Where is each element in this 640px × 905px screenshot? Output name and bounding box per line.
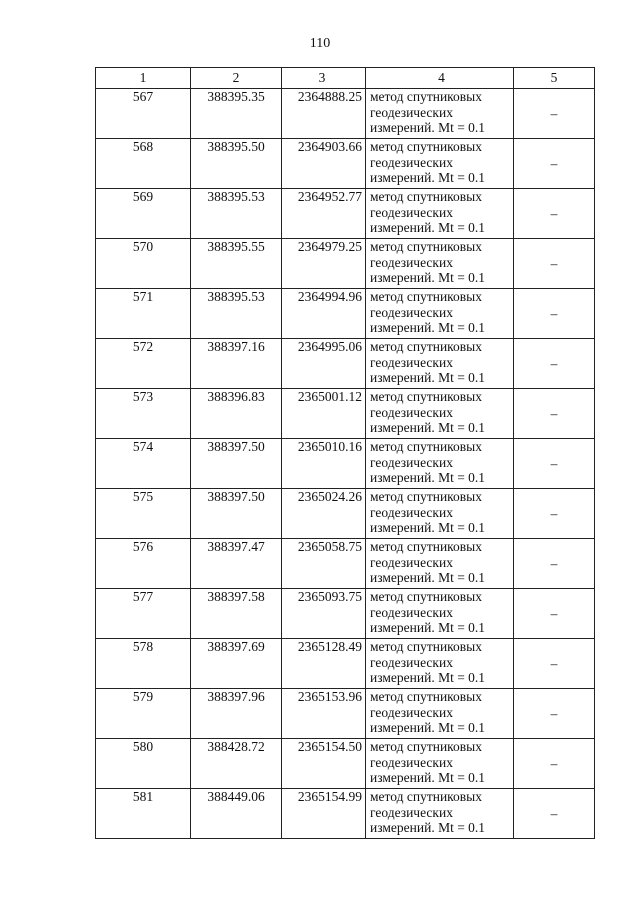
y-coordinate-cell: 2364903.66 (282, 139, 366, 189)
method-cell (366, 489, 514, 539)
y-coordinate-cell: 2364979.25 (282, 239, 366, 289)
table-row (96, 89, 595, 139)
method-cell (366, 389, 514, 439)
method-text-line: геодезических (370, 554, 453, 570)
method-text-line: метод спутниковых (370, 439, 482, 454)
point-number-cell: 574 (96, 439, 191, 489)
table-row (96, 139, 595, 189)
method-text-line: геодезических (370, 804, 453, 820)
method-text-line: геодезических (370, 304, 453, 320)
x-coordinate-cell: 388396.83 (191, 389, 282, 439)
point-number-cell: 567 (96, 89, 191, 139)
method-cell (366, 739, 514, 789)
method-text-line: метод спутниковых (370, 639, 482, 654)
table-row (96, 789, 595, 839)
method-text-line: измерений. Mt = 0.1 (370, 670, 486, 686)
method-text-line: метод спутниковых (370, 789, 482, 804)
method-text-line: измерений. Mt = 0.1 (370, 570, 486, 586)
y-coordinate-cell: 2364952.77 (282, 189, 366, 239)
note-cell: – (514, 539, 595, 589)
table-row (96, 689, 595, 739)
point-number-cell: 579 (96, 689, 191, 739)
method-cell (366, 789, 514, 839)
method-text-line: геодезических (370, 454, 453, 470)
point-number-cell: 581 (96, 789, 191, 839)
x-coordinate-cell: 388397.16 (191, 339, 282, 389)
y-coordinate-cell: 2365058.75 (282, 539, 366, 589)
note-cell: – (514, 239, 595, 289)
method-text-line: метод спутниковых (370, 189, 482, 204)
method-text-line: метод спутниковых (370, 339, 482, 354)
method-text-line: измерений. Mt = 0.1 (370, 220, 486, 236)
method-text-line: измерений. Mt = 0.1 (370, 720, 486, 736)
point-number-cell: 569 (96, 189, 191, 239)
method-text-line: метод спутниковых (370, 89, 482, 104)
method-text-line: измерений. Mt = 0.1 (370, 370, 486, 386)
y-coordinate-cell: 2365024.26 (282, 489, 366, 539)
x-coordinate-cell: 388395.50 (191, 139, 282, 189)
x-coordinate-cell: 388449.06 (191, 789, 282, 839)
method-cell (366, 89, 514, 139)
table-row (96, 639, 595, 689)
method-text-line: геодезических (370, 504, 453, 520)
method-text-line: измерений. Mt = 0.1 (370, 120, 486, 136)
method-text-line: измерений. Mt = 0.1 (370, 770, 486, 786)
table-body (96, 89, 595, 839)
point-number-cell: 573 (96, 389, 191, 439)
note-cell: – (514, 489, 595, 539)
method-text-line: геодезических (370, 104, 453, 120)
method-cell (366, 339, 514, 389)
method-text-line: геодезических (370, 354, 453, 370)
point-number-cell: 576 (96, 539, 191, 589)
x-coordinate-cell: 388397.47 (191, 539, 282, 589)
note-cell: – (514, 789, 595, 839)
method-text-line: измерений. Mt = 0.1 (370, 470, 486, 486)
method-cell (366, 289, 514, 339)
header-col-5: 5 (514, 68, 595, 89)
method-text-line: геодезических (370, 404, 453, 420)
y-coordinate-cell: 2365154.99 (282, 789, 366, 839)
method-text-line: метод спутниковых (370, 589, 482, 604)
x-coordinate-cell: 388395.35 (191, 89, 282, 139)
method-text-line: геодезических (370, 704, 453, 720)
method-text-line: геодезических (370, 754, 453, 770)
table-row (96, 539, 595, 589)
coordinates-table (95, 67, 595, 839)
method-text-line: геодезических (370, 254, 453, 270)
table-row (96, 339, 595, 389)
x-coordinate-cell: 388397.96 (191, 689, 282, 739)
note-cell: – (514, 189, 595, 239)
method-text-line: измерений. Mt = 0.1 (370, 170, 486, 186)
method-cell (366, 539, 514, 589)
method-cell (366, 439, 514, 489)
y-coordinate-cell: 2364888.25 (282, 89, 366, 139)
table-row (96, 239, 595, 289)
note-cell: – (514, 139, 595, 189)
header-col-2: 2 (191, 68, 282, 89)
method-cell (366, 639, 514, 689)
note-cell: – (514, 739, 595, 789)
note-cell: – (514, 639, 595, 689)
y-coordinate-cell: 2364995.06 (282, 339, 366, 389)
method-text-line: измерений. Mt = 0.1 (370, 320, 486, 336)
y-coordinate-cell: 2365010.16 (282, 439, 366, 489)
table-row (96, 589, 595, 639)
method-text-line: измерений. Mt = 0.1 (370, 270, 486, 286)
table-header (96, 68, 595, 89)
y-coordinate-cell: 2365153.96 (282, 689, 366, 739)
method-text-line: метод спутниковых (370, 389, 482, 404)
note-cell: – (514, 339, 595, 389)
table-row (96, 739, 595, 789)
x-coordinate-cell: 388397.50 (191, 489, 282, 539)
method-cell (366, 239, 514, 289)
point-number-cell: 568 (96, 139, 191, 189)
note-cell: – (514, 589, 595, 639)
x-coordinate-cell: 388397.58 (191, 589, 282, 639)
x-coordinate-cell: 388428.72 (191, 739, 282, 789)
x-coordinate-cell: 388395.53 (191, 189, 282, 239)
method-text-line: измерений. Mt = 0.1 (370, 820, 486, 836)
y-coordinate-cell: 2365128.49 (282, 639, 366, 689)
method-text-line: геодезических (370, 654, 453, 670)
header-row (96, 68, 595, 89)
header-col-3: 3 (282, 68, 366, 89)
table-row (96, 189, 595, 239)
point-number-cell: 577 (96, 589, 191, 639)
y-coordinate-cell: 2365154.50 (282, 739, 366, 789)
x-coordinate-cell: 388395.55 (191, 239, 282, 289)
note-cell: – (514, 389, 595, 439)
method-text-line: метод спутниковых (370, 489, 482, 504)
table-row (96, 289, 595, 339)
method-text-line: геодезических (370, 154, 453, 170)
method-text-line: геодезических (370, 204, 453, 220)
method-cell (366, 589, 514, 639)
table-row (96, 489, 595, 539)
method-cell (366, 189, 514, 239)
method-text-line: метод спутниковых (370, 689, 482, 704)
method-text-line: метод спутниковых (370, 289, 482, 304)
note-cell: – (514, 289, 595, 339)
table-row (96, 439, 595, 489)
point-number-cell: 572 (96, 339, 191, 389)
point-number-cell: 575 (96, 489, 191, 539)
method-text-line: геодезических (370, 604, 453, 620)
y-coordinate-cell: 2365001.12 (282, 389, 366, 439)
method-text-line: метод спутниковых (370, 239, 482, 254)
header-col-1: 1 (96, 68, 191, 89)
note-cell: – (514, 89, 595, 139)
y-coordinate-cell: 2364994.96 (282, 289, 366, 339)
x-coordinate-cell: 388397.69 (191, 639, 282, 689)
method-cell (366, 139, 514, 189)
note-cell: – (514, 689, 595, 739)
point-number-cell: 580 (96, 739, 191, 789)
method-cell (366, 689, 514, 739)
y-coordinate-cell: 2365093.75 (282, 589, 366, 639)
header-col-4: 4 (366, 68, 514, 89)
x-coordinate-cell: 388395.53 (191, 289, 282, 339)
method-text-line: измерений. Mt = 0.1 (370, 620, 486, 636)
method-text-line: измерений. Mt = 0.1 (370, 520, 486, 536)
method-text-line: метод спутниковых (370, 139, 482, 154)
note-cell: – (514, 439, 595, 489)
table-row (96, 389, 595, 439)
method-text-line: метод спутниковых (370, 539, 482, 554)
point-number-cell: 578 (96, 639, 191, 689)
page-number: 110 (309, 36, 331, 51)
method-text-line: метод спутниковых (370, 739, 482, 754)
point-number-cell: 571 (96, 289, 191, 339)
x-coordinate-cell: 388397.50 (191, 439, 282, 489)
point-number-cell: 570 (96, 239, 191, 289)
method-text-line: измерений. Mt = 0.1 (370, 420, 486, 436)
